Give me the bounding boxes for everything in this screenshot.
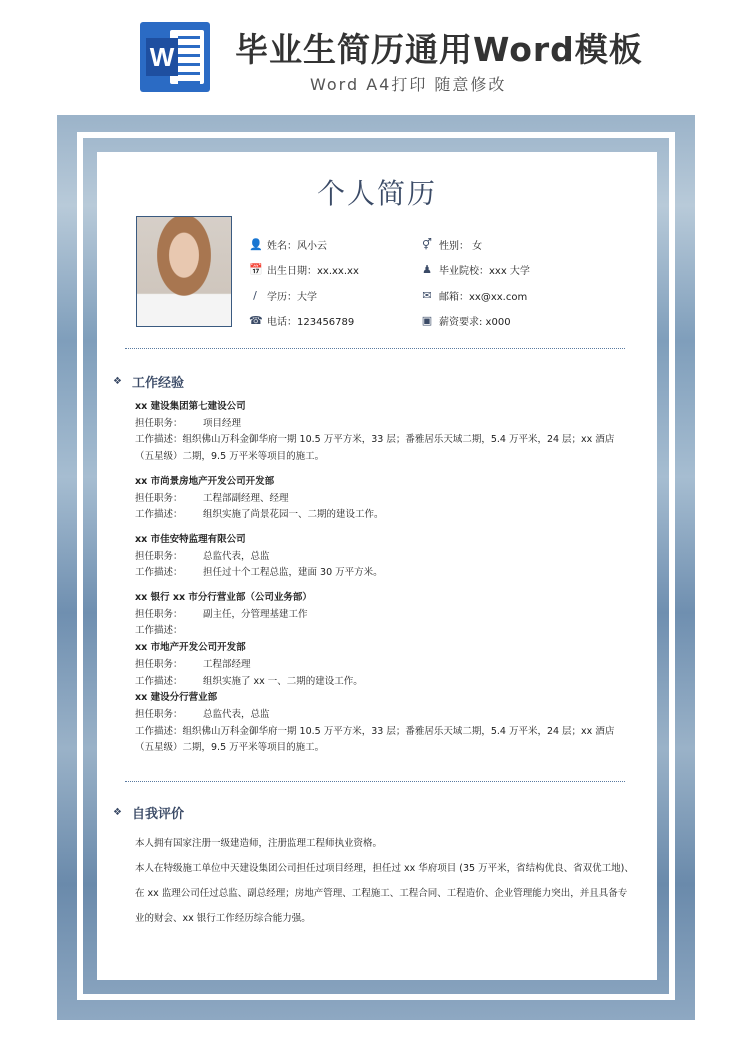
company-name: xx 市佳安特监理有限公司 [135,533,246,545]
resume-document [57,115,695,1020]
desc-label: 工作描述： [135,625,183,637]
description [135,432,630,465]
section-title: 自我评价 [131,807,184,822]
info-text: 出生日期：xx.xx.xx [267,266,359,278]
company-name: xx 建设分行营业部 [135,692,218,704]
company-name: xx 市地产开发公司开发部 [135,642,246,654]
work-entry [135,474,630,524]
desc-label: 工作描述： [135,725,183,737]
role-value: 总监代表，总监 [203,550,270,562]
self-evaluation [135,831,635,931]
wallet-icon: ▣ [421,313,433,327]
logo-letter: W [146,38,178,76]
role-value: 工程部经理 [203,658,251,670]
gender-icon: ⚥ [422,238,432,251]
profile-photo [136,216,232,327]
role-label: 担任职务： [135,708,183,720]
info-text: 电话：123456789 [267,316,355,328]
info-text: 薪资要求: x000 [439,316,511,328]
work-entry [135,640,630,690]
word-logo-icon [140,22,210,92]
company-name: xx 建设集团第七建设公司 [135,401,246,412]
calendar-icon: 📅 [249,263,263,277]
info-text: 邮箱：xx@xx.com [439,291,528,303]
role-value: 工程部副经理、经理 [203,492,289,504]
info-text: 姓名：风小云 [267,241,327,252]
info-item [249,313,354,328]
work-entry [135,690,630,757]
work-entry [135,590,630,640]
desc-value: 组织实施了尚景花园一、二期的建设工作。 [203,509,384,521]
resume-title: 个人简历 [316,177,437,210]
role-label: 担任职务： [135,658,183,670]
desc-label: 工作描述： [135,509,183,521]
section-heading-work [113,372,184,391]
company-name: xx 银行 xx 市分行营业部（公司业务部） [135,592,312,604]
description [135,724,630,757]
desc-label: 工作描述： [135,675,183,687]
company-name: xx 市尚景房地产开发公司开发部 [135,475,275,487]
info-item [421,262,530,277]
divider [125,348,625,349]
page-subtitle: Word A4打印 随意修改 [310,75,507,94]
info-item [421,237,482,252]
phone-icon: ☎ [249,313,263,327]
school-icon: ♟ [422,263,432,277]
info-item [421,288,527,303]
desc-value: 组织佛山万科金御华府一期 10.5 万平方米，33 层；番雅居乐天域二期，5.4 万平米，24 层；xx 酒店（五星级）二期，9.5 万平米等项目的施工。 [135,434,615,463]
role-label: 担任职务： [135,417,183,429]
role-value: 副主任，分管理基建工作 [203,608,308,620]
desc-value: 组织实施了 xx 一、二期的建设工作。 [203,675,363,687]
section-heading-self [113,803,184,822]
self-paragraph: 本人在特级施工单位中天建设集团公司担任过项目经理，担任过 xx 华府项目 (35 万平米，省结构优良、省双优工地)、在 xx 监理公司任过总监、副总经理；房地产管理、工程施工、工程合同、工程造价、企业管理能力突出，并且具备专业的财会、xx 银行工作经历综合能力强。 [135,863,634,924]
divider [125,781,625,782]
work-entry [135,399,630,466]
section-title: 工作经验 [131,376,184,391]
role-label: 担任职务： [135,608,183,620]
role-label: 担任职务： [135,550,183,562]
info-text: 性别： 女 [439,241,483,252]
resume-page [97,152,657,980]
desc-label: 工作描述： [135,434,183,446]
info-item [421,313,511,328]
info-item [249,288,317,303]
page-title: 毕业生简历通用Word模板 [235,30,643,69]
work-entry [135,532,630,582]
info-text: 学历：大学 [267,291,317,303]
info-item [249,262,359,277]
self-paragraph: 本人拥有国家注册一级建造师，注册监理工程师执业资格。 [135,838,383,849]
diamond-icon: ❖ [113,807,122,818]
info-text: 毕业院校：xxx 大学 [439,266,530,278]
work-experience-list [135,399,630,765]
pen-icon: / [253,288,257,302]
mail-icon: ✉ [422,288,432,302]
info-item [249,237,327,252]
desc-label: 工作描述： [135,567,183,579]
diamond-icon: ❖ [113,376,122,387]
role-label: 担任职务： [135,492,183,504]
person-icon: 👤 [249,238,263,251]
desc-value: 担任过十个工程总监，建面 30 万平方米。 [203,567,383,579]
role-value: 总监代表，总监 [203,708,270,720]
desc-value: 组织佛山万科金御华府一期 10.5 万平方米，33 层；番雅居乐天域二期，5.4 万平米，24 层；xx 酒店（五星级）二期，9.5 万平米等项目的施工。 [135,725,615,754]
role-value: 项目经理 [203,417,242,429]
